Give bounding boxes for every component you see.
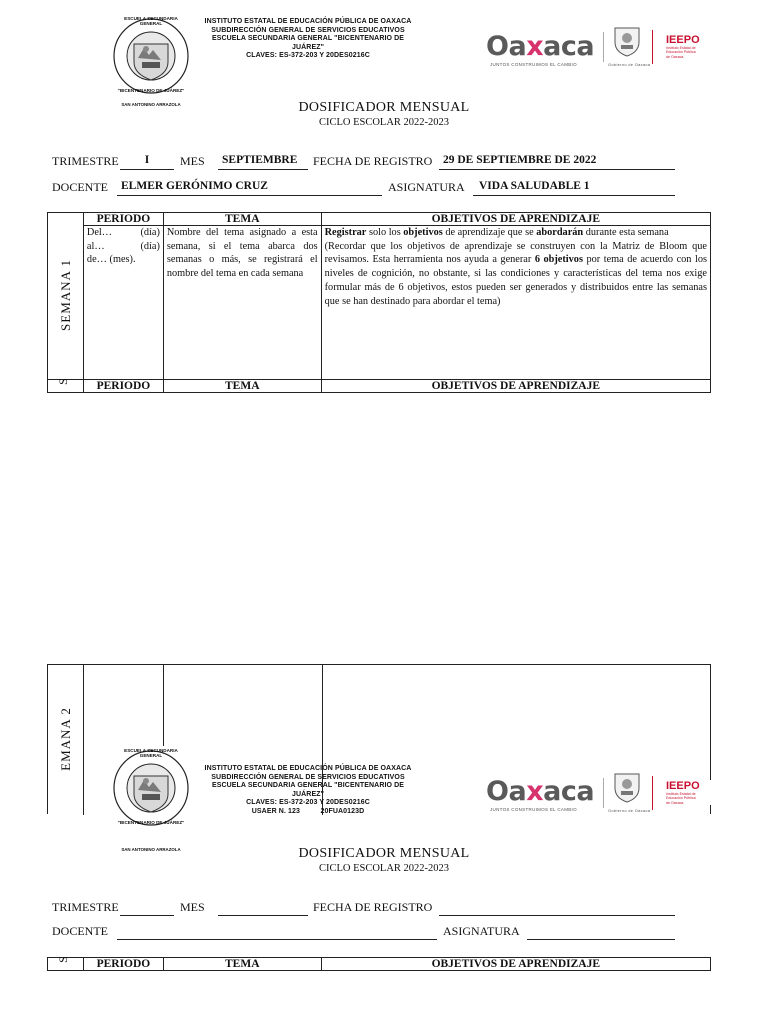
crest-top-text: ESCUELA SECUNDARIA GENERAL (124, 16, 178, 26)
periodo-header: PERIODO (83, 958, 163, 971)
trimestre-underline (120, 169, 174, 170)
crest-bottom-text: "BICENTENARIO DE JUÁREZ" (117, 820, 185, 825)
week1-table (47, 212, 711, 393)
obj-bold-abordaran: abordarán (536, 227, 584, 238)
oaxaca-x-mark: x (526, 776, 544, 807)
mes-value: SEPTIEMBRE (222, 154, 298, 166)
week2-label: EMANA 2 (58, 707, 73, 771)
fecha-value: 29 DE SEPTIEMBRE DE 2022 (443, 154, 597, 166)
periodo-header: PERIODO (83, 380, 163, 393)
trimestre-label: TRIMESTRE (52, 154, 119, 168)
state-seal-caption: Gobierno de Oaxaca (608, 808, 651, 813)
ieepo-sub-line: de Oaxaca (666, 800, 684, 805)
tema-header: TEMA (163, 958, 321, 971)
tema-header: TEMA (163, 213, 321, 226)
docente-label: DOCENTE (52, 180, 108, 194)
oaxaca-tagline: JUNTOS CONSTRUIMOS EL CAMBIO (490, 807, 577, 812)
objetivos-cell (321, 226, 710, 380)
institution-line: ESCUELA SECUNDARIA GENERAL "BICENTENARIO DE JUÁREZ" (211, 35, 405, 51)
table-row (48, 226, 711, 380)
table-header-row (48, 958, 711, 971)
institution-line: CLAVES: ES-372-203 Y 20DES0216C (246, 799, 370, 806)
ieepo-logo (666, 780, 714, 805)
asignatura-value: VIDA SALUDABLE 1 (479, 180, 590, 192)
asignatura-underline (473, 195, 675, 196)
cut-label: S (55, 956, 70, 963)
periodo-al: al… (86, 240, 105, 252)
ieepo-logo-word: IEEPO (666, 34, 700, 46)
mes-underline-2 (218, 915, 308, 916)
objetivos-header: OBJETIVOS DE APRENDIZAJE (321, 213, 710, 226)
oaxaca-tagline: JUNTOS CONSTRUIMOS EL CAMBIO (490, 62, 577, 67)
asignatura-underline-2 (527, 939, 675, 940)
school-cycle: CICLO ESCOLAR 2022-2023 (318, 117, 450, 128)
mes-label-2: MES (180, 900, 205, 914)
objetivos-header: OBJETIVOS DE APRENDIZAJE (321, 380, 710, 393)
ieepo-sub-line: Educación Pública (666, 50, 696, 55)
cut-label-cell (48, 380, 84, 393)
obj-bold-objetivos: objetivos (403, 227, 443, 238)
state-seal-icon (612, 24, 642, 58)
ieepo-sub-line: de Oaxaca (666, 54, 684, 59)
periodo-header: PERIODO (83, 213, 163, 226)
asignatura-label-2: ASIGNATURA (443, 924, 520, 938)
cut-label-cell (48, 958, 84, 971)
oaxaca-logo (486, 777, 598, 815)
crest-place-text: SAN ANTONINO ARRAZOLA (121, 102, 181, 107)
institution-line: CLAVES: ES-372-203 Y 20DES0216C (246, 52, 370, 59)
periodo-del: Del… (86, 227, 113, 238)
docente-label-2: DOCENTE (52, 924, 108, 938)
crest-top-text: ESCUELA SECUNDARIA GENERAL (124, 748, 178, 758)
state-seal-caption: Gobierno de Oaxaca (608, 62, 651, 67)
docente-underline-2 (117, 939, 437, 940)
institution-line: SUBDIRECCIÓN GENERAL DE SERVICIOS EDUCATIVOS (211, 773, 405, 781)
school-cycle-2: CICLO ESCOLAR 2022-2023 (318, 863, 450, 874)
obj-bold-six: 6 objetivos (534, 254, 583, 266)
ieepo-sub-line: Educación Pública (666, 796, 696, 801)
fecha-underline-2 (439, 915, 675, 916)
periodo-cell (83, 226, 163, 380)
institution-line: INSTITUTO ESTATAL DE EDUCACIÓN PÚBLICA DE OAXACA (204, 18, 412, 25)
trimestre-value: I (144, 154, 150, 166)
ieepo-logo-word: IEEPO (666, 780, 700, 792)
fecha-label: FECHA DE REGISTRO (313, 154, 433, 168)
crest-place-text: SAN ANTONINO ARRAZOLA (121, 847, 181, 852)
oaxaca-logo-word: Oaxaca (486, 31, 595, 62)
oaxaca-logo-word: Oaxaca (486, 776, 595, 807)
table-header-row (48, 213, 711, 226)
week1-label-cell (48, 213, 84, 380)
docente-value: ELMER GERÓNIMO CRUZ (121, 180, 268, 192)
school-crest (112, 746, 190, 856)
oaxaca-logo (486, 32, 598, 70)
table-header-row (48, 380, 711, 393)
tema-header: TEMA (163, 380, 321, 393)
institution-block-2 (196, 765, 420, 816)
obj-text: durante esta semana (583, 227, 669, 238)
mes-label: MES (180, 154, 205, 168)
page2-table (47, 957, 711, 971)
document-title-2: DOSIFICADOR MENSUAL (298, 846, 470, 861)
col-divider (83, 665, 84, 815)
divider-line (603, 32, 604, 62)
week1-label: SEMANA 1 (58, 259, 73, 331)
document-title: DOSIFICADOR MENSUAL (298, 100, 470, 115)
cut-label: S (55, 378, 70, 385)
state-seal-icon (612, 770, 642, 804)
institution-block (196, 18, 420, 61)
divider-line (603, 778, 604, 808)
trimestre-underline-2 (120, 915, 174, 916)
crest-bottom-text: "BICENTENARIO DE JUÁREZ" (117, 88, 185, 93)
obj-text: por tema de acuerdo con los niveles de cognición, no obstante, si las condiciones y características del tema nos exige formular más de 6 objetivos, estos pueden ser generados y distribuidos entre las semanas que se han destinado para abordar el tema) (324, 254, 707, 307)
periodo-al-dia: (día) (140, 240, 160, 252)
divider-line (652, 30, 653, 64)
docente-underline (117, 195, 382, 196)
institution-line: USAER N. 123 20FUA0123D (251, 807, 365, 815)
school-crest (112, 14, 190, 110)
ieepo-logo (666, 34, 714, 59)
asignatura-label: ASIGNATURA (388, 180, 465, 194)
oaxaca-x-mark: x (526, 31, 544, 62)
tema-cell: Nombre del tema asignado a esta semana, si el tema abarca dos semanas o más, se registrará el nombre del tema en cada semana (163, 226, 321, 380)
ieepo-sub-line: Instituto Estatal de (666, 792, 696, 796)
obj-text: (Recordar que los objetivos de aprendizaje se construyen con la Matriz de Bloom que revisamos. Esta herramienta nos ayuda a generar (324, 240, 707, 266)
institution-line: INSTITUTO ESTATAL DE EDUCACIÓN PÚBLICA DE OAXACA (204, 765, 412, 772)
obj-text: solo los (366, 227, 404, 238)
periodo-del-dia: (día) (140, 227, 160, 238)
periodo-de-mes: de… (mes). (86, 254, 136, 266)
institution-line: ESCUELA SECUNDARIA GENERAL "BICENTENARIO DE JUÁREZ" (211, 782, 405, 798)
fecha-underline (439, 169, 675, 170)
obj-text: de aprendizaje que se (442, 227, 537, 238)
trimestre-label-2: TRIMESTRE (52, 900, 119, 914)
objetivos-header: OBJETIVOS DE APRENDIZAJE (321, 958, 710, 971)
mes-underline (218, 169, 308, 170)
divider-line (652, 776, 653, 810)
obj-bold-registrar: Registrar (324, 227, 367, 238)
ieepo-sub-line: Instituto Estatal de (666, 46, 696, 50)
institution-line: SUBDIRECCIÓN GENERAL DE SERVICIOS EDUCATIVOS (211, 26, 405, 34)
fecha-label-2: FECHA DE REGISTRO (313, 900, 433, 914)
